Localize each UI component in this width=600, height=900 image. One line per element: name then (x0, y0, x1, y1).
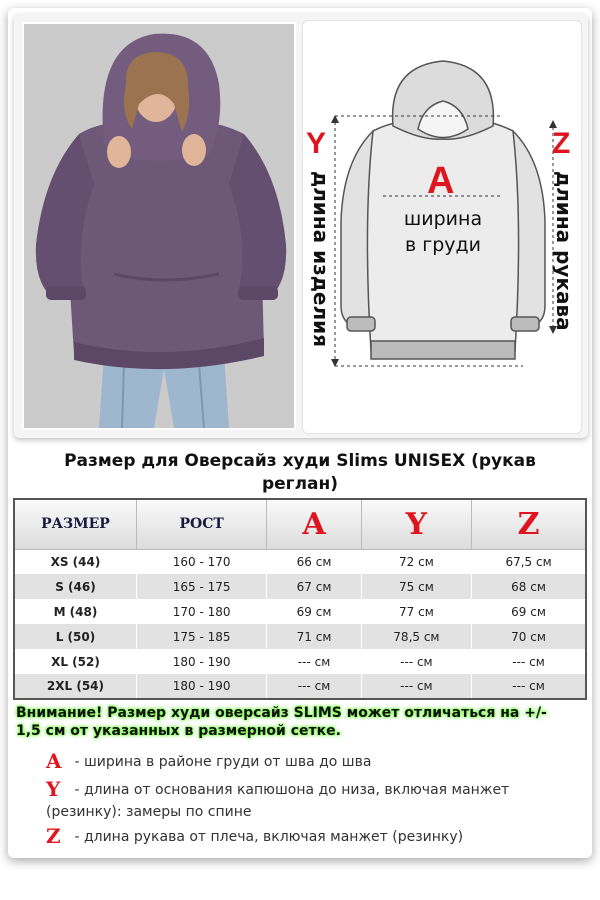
table-row (14, 624, 586, 649)
legend-y-letter: Y (46, 777, 61, 801)
cell-height: 165 - 175 (136, 574, 266, 599)
cell-y: --- см (361, 674, 471, 699)
cell-a: --- см (267, 649, 361, 674)
table-header-row (14, 499, 586, 549)
cell-y: 77 см (361, 599, 471, 624)
table-row (14, 599, 586, 624)
legend-z-letter: Z (46, 824, 61, 848)
cell-size: M (48) (14, 599, 136, 624)
cell-y: 72 см (361, 549, 471, 574)
cell-a: 69 см (267, 599, 361, 624)
chest-label-line2: в груди (404, 234, 482, 256)
cell-z: 67,5 см (472, 549, 586, 574)
legend-y-text: - длина от основания капюшона до низа, включая манжет (резинку): замеры по спине (46, 782, 510, 820)
legend-a (46, 750, 566, 773)
header-z: Z (472, 499, 586, 549)
header-a: A (267, 499, 361, 549)
chest-label-line1: ширина (403, 208, 483, 230)
warning-note: Внимание! Размер худи оверсайз SLIMS может отличаться на +/- 1,5 см от указанных в размерной сетке. (16, 705, 547, 739)
cell-y: --- см (361, 649, 471, 674)
legend-a-letter: A (46, 749, 62, 773)
cell-z: 70 см (472, 624, 586, 649)
cell-height: 170 - 180 (136, 599, 266, 624)
letter-a: A (427, 160, 455, 202)
cell-a: 71 см (267, 624, 361, 649)
cell-y: 75 см (361, 574, 471, 599)
length-label: длина изделия (309, 171, 333, 347)
table-row (14, 674, 586, 699)
cell-height: 180 - 190 (136, 649, 266, 674)
cell-height: 160 - 170 (136, 549, 266, 574)
cell-z: --- см (472, 674, 586, 699)
cell-size: 2XL (54) (14, 674, 136, 699)
letter-y: Y (306, 127, 327, 160)
table-row (14, 574, 586, 599)
header-size: РАЗМЕР (14, 499, 136, 549)
header-y: Y (361, 499, 471, 549)
product-photo (22, 22, 296, 430)
sleeve-length-label: длина рукава (552, 171, 576, 331)
cell-y: 78,5 см (361, 624, 471, 649)
cell-height: 180 - 190 (136, 674, 266, 699)
size-table (13, 498, 587, 700)
legend-z (46, 825, 566, 848)
cell-a: --- см (267, 674, 361, 699)
cell-z: 69 см (472, 599, 586, 624)
model-in-hoodie-image (24, 24, 294, 428)
legend-y (46, 778, 566, 823)
cell-a: 67 см (267, 574, 361, 599)
cell-size: XS (44) (14, 549, 136, 574)
measurement-diagram (302, 20, 582, 434)
header-height: РОСТ (136, 499, 266, 549)
hoodie-diagram (303, 21, 583, 435)
table-row (14, 549, 586, 574)
cell-size: XL (52) (14, 649, 136, 674)
cell-height: 175 - 185 (136, 624, 266, 649)
table-row (14, 649, 586, 674)
cell-z: 68 см (472, 574, 586, 599)
page-title: Размер для Оверсайз худи Slims UNISEX (рукав реглан) (64, 451, 536, 494)
cell-a: 66 см (267, 549, 361, 574)
cell-z: --- см (472, 649, 586, 674)
cell-size: L (50) (14, 624, 136, 649)
legend-a-text: - ширина в районе груди от шва до шва (70, 754, 372, 770)
cell-size: S (46) (14, 574, 136, 599)
legend-z-text: - длина рукава от плеча, включая манжет (резинку) (70, 829, 464, 845)
letter-z: Z (552, 127, 571, 160)
